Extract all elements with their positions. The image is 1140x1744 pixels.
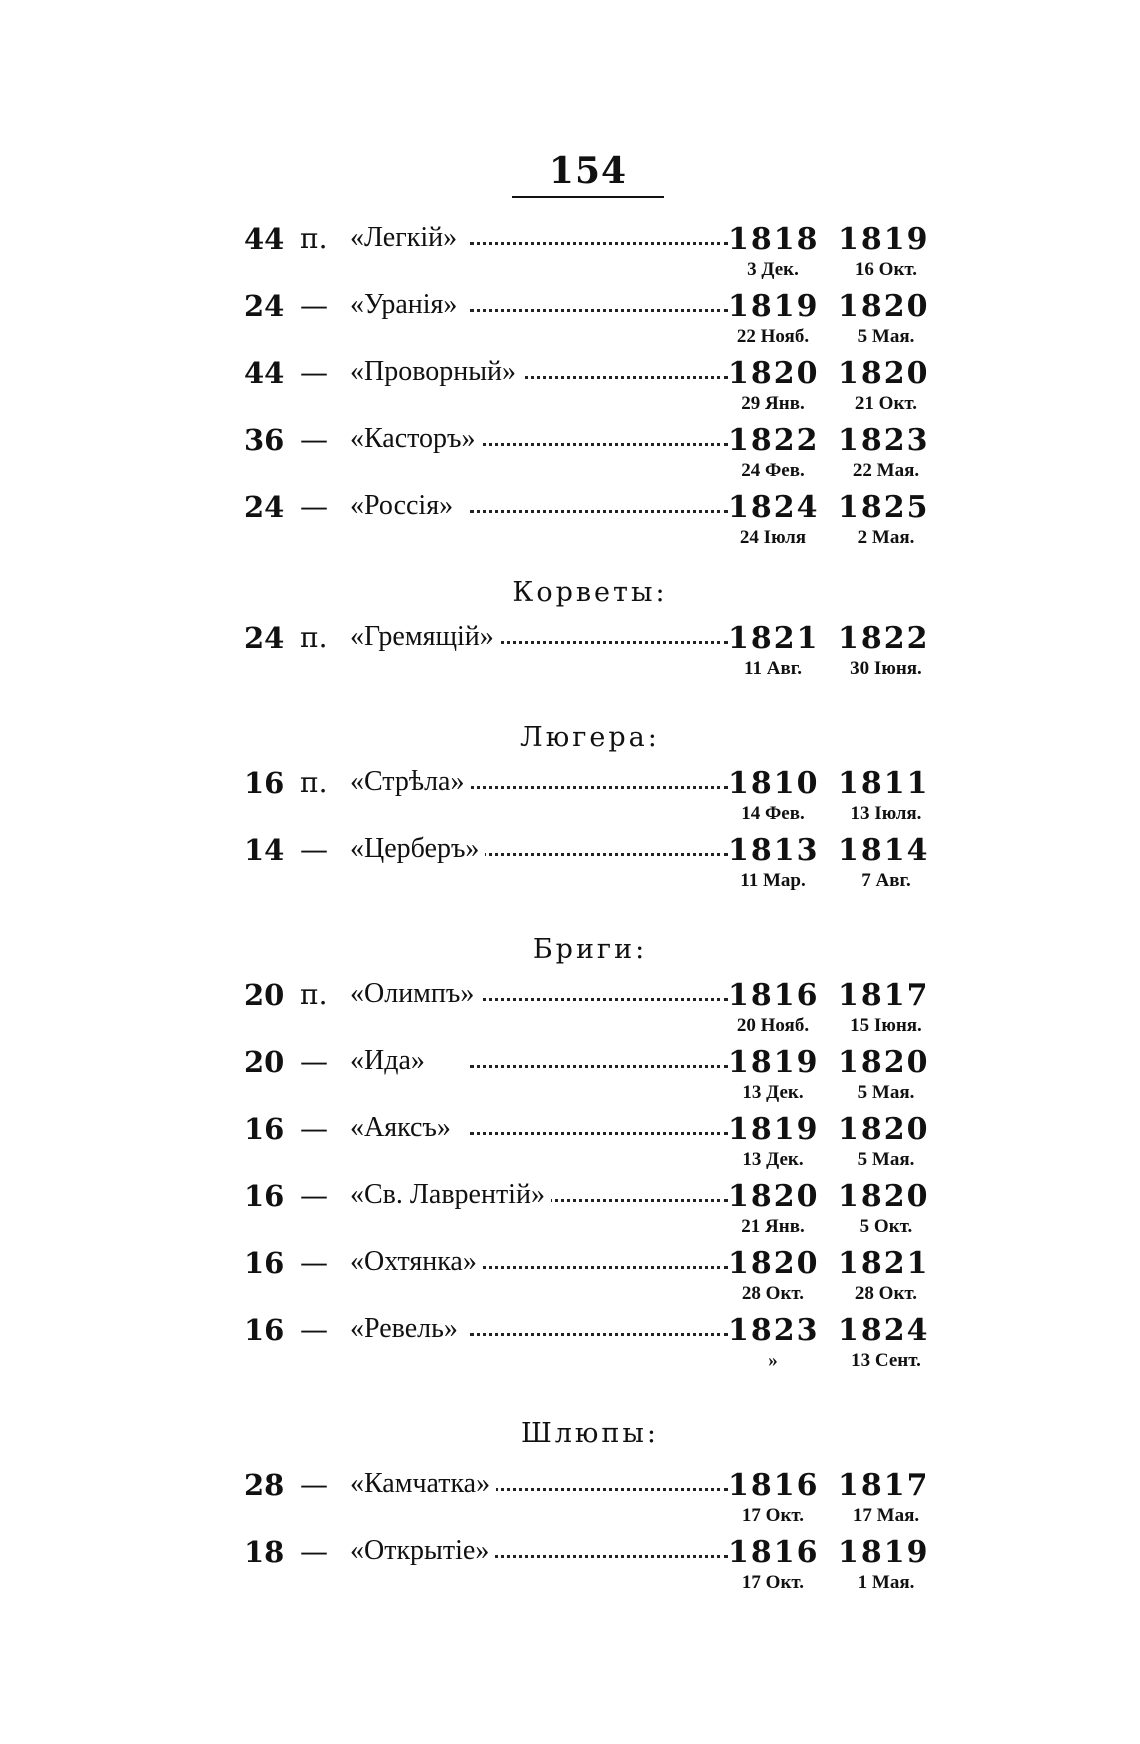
ship-entry-row	[0, 1313, 1140, 1347]
date-end: 5 Мая.	[857, 1149, 915, 1170]
year-built: 1813	[728, 833, 820, 868]
date-built: 29 Янв.	[741, 393, 805, 414]
year-end: 1817	[838, 1468, 930, 1503]
guns-count: 44	[244, 222, 285, 256]
ship-type-mark: —	[300, 1313, 328, 1346]
ship-entry-row	[0, 978, 1140, 1012]
guns-count: 24	[244, 490, 285, 524]
ship-dates-row	[0, 1572, 1140, 1596]
ship-entry-row	[0, 766, 1140, 800]
ship-type-mark: —	[300, 1179, 328, 1212]
date-end: 28 Окт.	[854, 1283, 918, 1304]
ship-name-text: «Олимпъ»	[350, 978, 480, 1009]
year-built: 1819	[728, 1045, 820, 1080]
guns-count: 18	[244, 1535, 285, 1569]
year-end: 1820	[838, 1179, 930, 1214]
leader-dots	[470, 1327, 728, 1336]
year-built: 1816	[728, 1468, 820, 1503]
leader-dots	[470, 1482, 728, 1491]
ship-dates-row	[0, 460, 1140, 484]
guns-count: 24	[244, 621, 285, 655]
date-end: 30 Іюня.	[850, 658, 922, 679]
year-built: 1816	[728, 978, 820, 1013]
year-built: 1820	[728, 356, 820, 391]
guns-count: 44	[244, 356, 285, 390]
date-end: 16 Окт.	[854, 259, 918, 280]
ship-entry-row	[0, 222, 1140, 256]
ship-entry-row	[0, 1112, 1140, 1146]
leader-dots	[470, 504, 728, 513]
date-built: »	[768, 1350, 778, 1371]
ship-dates-row	[0, 1216, 1140, 1240]
guns-count: 16	[244, 1313, 285, 1347]
ship-entry-row	[0, 621, 1140, 655]
date-built: 24 Іюля	[739, 527, 807, 548]
ship-entry-row	[0, 289, 1140, 323]
leader-dots	[470, 1059, 728, 1068]
ship-dates-row	[0, 1149, 1140, 1173]
date-built: 17 Окт.	[741, 1572, 805, 1593]
year-built: 1823	[728, 1313, 820, 1348]
ship-entry-row	[0, 833, 1140, 867]
ship-name-text: «Россія»	[350, 490, 459, 521]
ship-dates-row	[0, 527, 1140, 551]
ship-name-text: «Аяксъ»	[350, 1112, 457, 1143]
ship-entry-row	[0, 356, 1140, 390]
date-built: 13 Дек.	[742, 1149, 804, 1170]
date-built: 17 Окт.	[741, 1505, 805, 1526]
date-end: 1 Мая.	[857, 1572, 915, 1593]
year-end: 1820	[838, 1112, 930, 1147]
date-end: 17 Мая.	[852, 1505, 920, 1526]
ship-name-text: «Уранія»	[350, 289, 463, 320]
year-end: 1811	[838, 766, 930, 801]
year-end: 1814	[838, 833, 930, 868]
guns-count: 14	[244, 833, 285, 867]
ship-type-mark: —	[300, 1112, 328, 1145]
ship-name-text: «Охтянка»	[350, 1246, 483, 1277]
leader-dots	[470, 437, 728, 446]
ship-name-text: «Стрѣла»	[350, 766, 471, 797]
date-end: 5 Мая.	[857, 326, 915, 347]
ship-name-text: «Церберъ»	[350, 833, 485, 864]
ship-type-mark: —	[300, 289, 328, 322]
guns-count: 20	[244, 978, 285, 1012]
year-end: 1819	[838, 1535, 930, 1570]
year-built: 1818	[728, 222, 820, 257]
ship-dates-row	[0, 326, 1140, 350]
ship-type-mark: п.	[300, 621, 328, 654]
ship-type-mark: —	[300, 490, 328, 523]
guns-count: 28	[244, 1468, 285, 1502]
guns-count: 16	[244, 1246, 285, 1280]
ship-entry-row	[0, 1468, 1140, 1502]
leader-dots	[470, 780, 728, 789]
date-end: 15 Іюня.	[850, 1015, 922, 1036]
section-heading: Бриги:	[532, 934, 648, 965]
section-heading: Корветы:	[512, 577, 668, 608]
ship-dates-row	[0, 658, 1140, 682]
ship-type-mark: —	[300, 1246, 328, 1279]
ship-entry-row	[0, 1045, 1140, 1079]
ship-dates-row	[0, 1015, 1140, 1039]
year-built: 1820	[728, 1179, 820, 1214]
leader-dots	[470, 992, 728, 1001]
date-built: 22 Нояб.	[736, 326, 810, 347]
guns-count: 16	[244, 766, 285, 800]
date-end: 2 Мая.	[857, 527, 915, 548]
date-built: 24 Фев.	[741, 460, 805, 481]
year-end: 1817	[838, 978, 930, 1013]
year-end: 1822	[838, 621, 930, 656]
date-end: 21 Окт.	[854, 393, 918, 414]
ship-name-text: «Открытіе»	[350, 1535, 495, 1566]
year-end: 1823	[838, 423, 930, 458]
leader-dots	[470, 847, 728, 856]
year-built: 1820	[728, 1246, 820, 1281]
ship-entry-row	[0, 1535, 1140, 1569]
date-end: 5 Окт.	[859, 1216, 913, 1237]
leader-dots	[470, 1260, 728, 1269]
date-end: 22 Мая.	[852, 460, 920, 481]
ship-dates-row	[0, 259, 1140, 283]
year-built: 1822	[728, 423, 820, 458]
date-built: 20 Нояб.	[736, 1015, 810, 1036]
ship-name-text: «Легкій»	[350, 222, 463, 253]
guns-count: 16	[244, 1112, 285, 1146]
ship-type-mark: п.	[300, 222, 328, 255]
guns-count: 36	[244, 423, 285, 457]
ship-name-text: «Камчатка»	[350, 1468, 496, 1499]
ship-type-mark: —	[300, 423, 328, 456]
ship-entry-row	[0, 423, 1140, 457]
date-built: 28 Окт.	[741, 1283, 805, 1304]
ship-type-mark: —	[300, 1045, 328, 1078]
guns-count: 24	[244, 289, 285, 323]
leader-dots	[470, 303, 728, 312]
section-heading: Люгера:	[520, 722, 660, 753]
ship-name-text: «Ида»	[350, 1045, 431, 1076]
ship-name-text: «Касторъ»	[350, 423, 482, 454]
leader-dots	[470, 236, 728, 245]
year-end: 1820	[838, 356, 930, 391]
guns-count: 20	[244, 1045, 285, 1079]
ship-type-mark: —	[300, 1535, 328, 1568]
ship-type-mark: —	[300, 1468, 328, 1501]
ship-dates-row	[0, 1082, 1140, 1106]
ship-name-text: «Св. Лаврентій»	[350, 1179, 551, 1210]
ship-name-text: «Гремящій»	[350, 621, 500, 652]
year-end: 1824	[838, 1313, 930, 1348]
date-end: 13 Іюля.	[850, 803, 922, 824]
ship-dates-row	[0, 1283, 1140, 1307]
year-end: 1821	[838, 1246, 930, 1281]
ship-type-mark: —	[300, 833, 328, 866]
year-built: 1819	[728, 1112, 820, 1147]
ship-type-mark: п.	[300, 766, 328, 799]
date-built: 21 Янв.	[741, 1216, 805, 1237]
date-built: 11 Мар.	[740, 870, 806, 891]
year-built: 1824	[728, 490, 820, 525]
date-end: 5 Мая.	[857, 1082, 915, 1103]
year-end: 1820	[838, 1045, 930, 1080]
ship-dates-row	[0, 803, 1140, 827]
ship-type-mark: п.	[300, 978, 328, 1011]
year-built: 1819	[728, 289, 820, 324]
year-end: 1825	[838, 490, 930, 525]
year-end: 1819	[838, 222, 930, 257]
year-built: 1821	[728, 621, 820, 656]
ship-dates-row	[0, 393, 1140, 417]
ship-dates-row	[0, 1350, 1140, 1374]
date-end: 7 Авг.	[861, 870, 911, 891]
ship-entry-row	[0, 1179, 1140, 1213]
year-built: 1810	[728, 766, 820, 801]
date-end: 13 Сент.	[851, 1350, 921, 1371]
leader-dots	[470, 1126, 728, 1135]
date-built: 13 Дек.	[742, 1082, 804, 1103]
ship-name-text: «Проворный»	[350, 356, 522, 387]
page-number: 154	[548, 150, 628, 192]
leader-dots	[470, 635, 728, 644]
date-built: 11 Авг.	[744, 658, 802, 679]
ship-name-text: «Ревель»	[350, 1313, 464, 1344]
date-built: 3 Дек.	[747, 259, 799, 280]
ship-type-mark: —	[300, 356, 328, 389]
year-end: 1820	[838, 289, 930, 324]
ship-dates-row	[0, 1505, 1140, 1529]
section-heading: Шлюпы:	[520, 1418, 660, 1449]
ship-dates-row	[0, 870, 1140, 894]
date-built: 14 Фев.	[741, 803, 805, 824]
year-built: 1816	[728, 1535, 820, 1570]
ship-entry-row	[0, 1246, 1140, 1280]
ship-entry-row	[0, 490, 1140, 524]
guns-count: 16	[244, 1179, 285, 1213]
leader-dots	[470, 1549, 728, 1558]
